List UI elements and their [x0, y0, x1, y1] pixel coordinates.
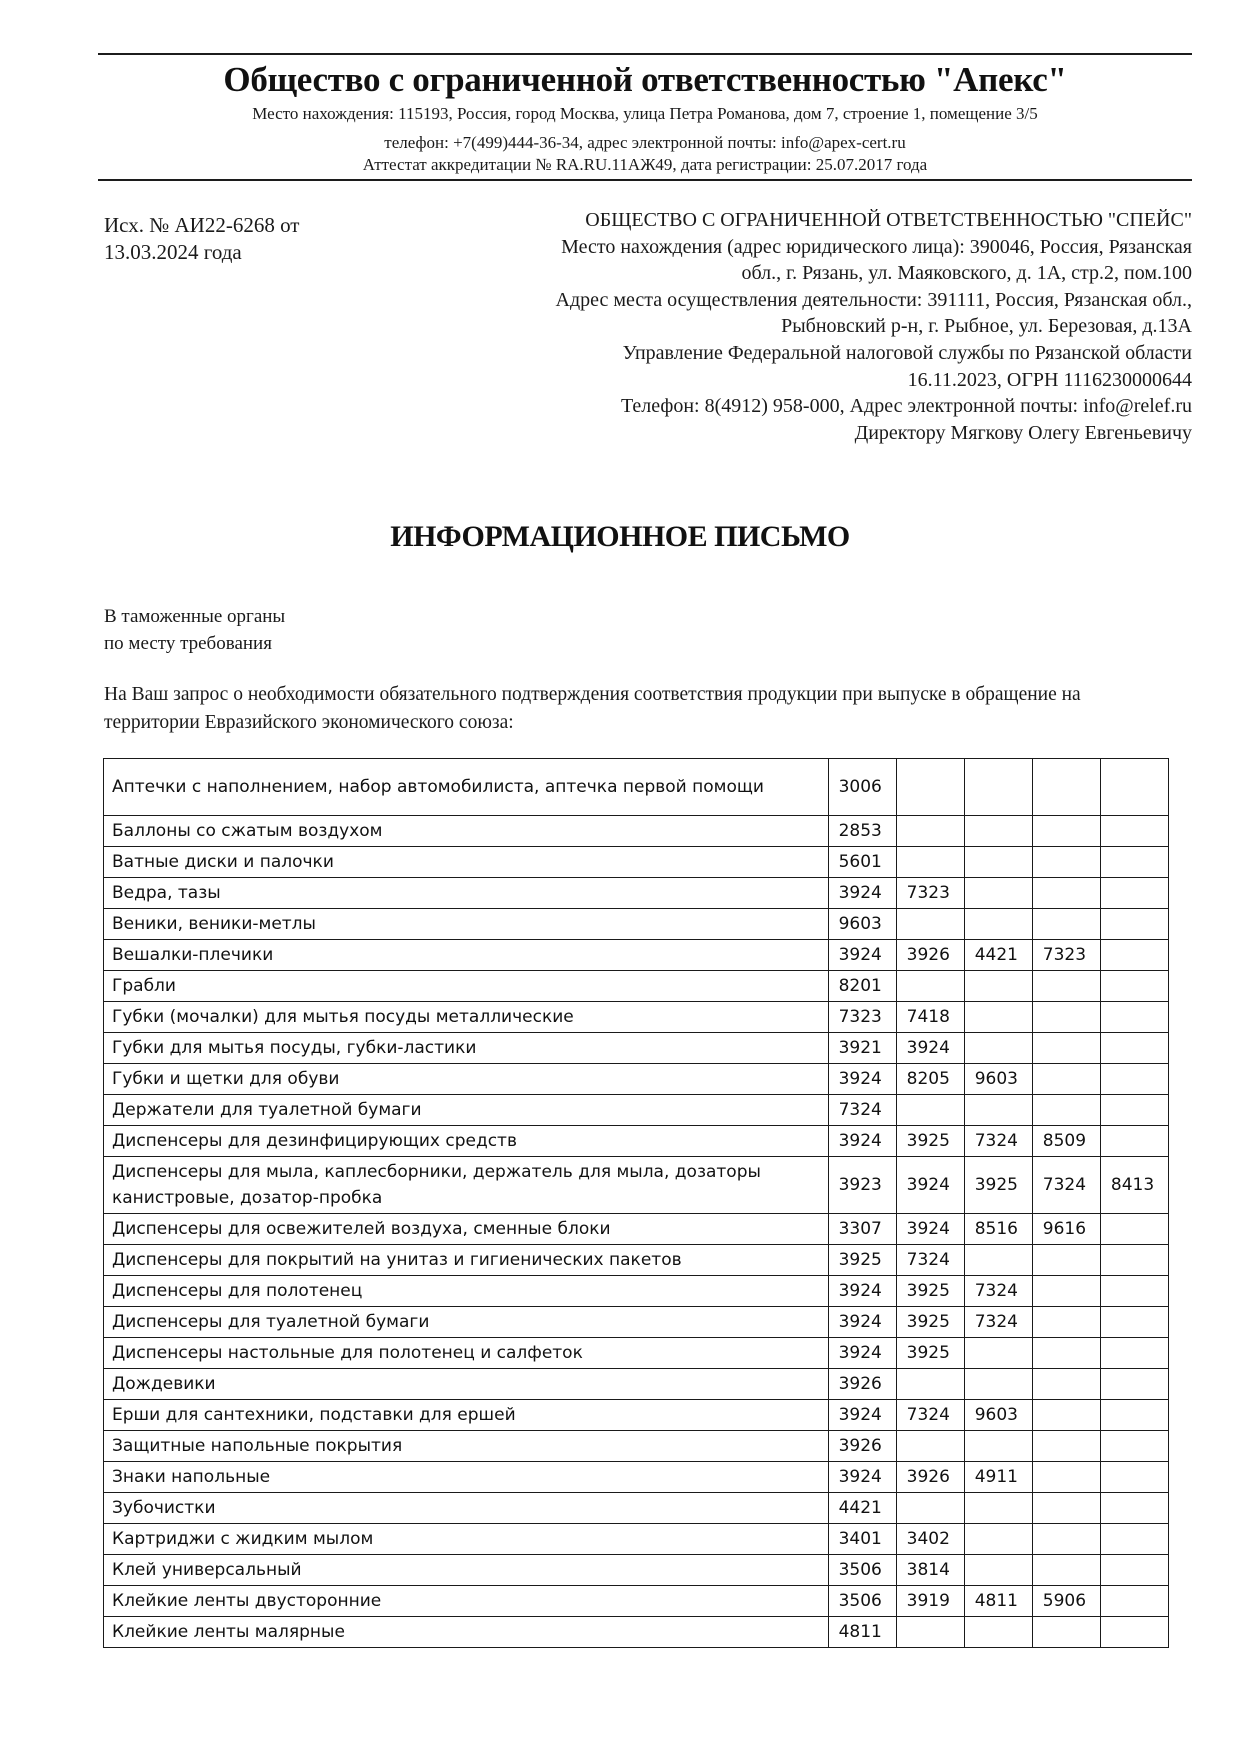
hs-code-cell [964, 1555, 1032, 1586]
table-row [104, 1276, 1169, 1307]
table-row [104, 847, 1169, 878]
hs-code-cell: 3006 [828, 759, 896, 816]
hs-code-cell [1032, 847, 1100, 878]
hs-code-cell [1100, 847, 1168, 878]
recipient-legal-address-2: обл., г. Рязань, ул. Маяковского, д. 1А, стр.2, пом.100 [741, 262, 1192, 285]
table-row [104, 1586, 1169, 1617]
hs-code-cell: 3924 [896, 1214, 964, 1245]
product-name-cell: Держатели для туалетной бумаги [104, 1095, 829, 1126]
hs-code-cell [1032, 971, 1100, 1002]
addressee-block [104, 603, 285, 657]
hs-code-cell: 3924 [896, 1033, 964, 1064]
hs-code-cell [896, 971, 964, 1002]
hs-code-cell [1032, 1400, 1100, 1431]
hs-code-cell: 3925 [828, 1245, 896, 1276]
product-name-cell: Веники, веники-метлы [104, 909, 829, 940]
table-row [104, 909, 1169, 940]
hs-code-cell [964, 1245, 1032, 1276]
intro-paragraph: На Ваш запрос о необходимости обязательного подтверждения соответствия продукции при выпуске в обращение на территории Евразийского экономического союза: [104, 684, 1081, 733]
hs-code-cell [964, 1617, 1032, 1648]
hs-code-cell [964, 1369, 1032, 1400]
hs-code-cell [1100, 1214, 1168, 1245]
product-name-cell: Зубочистки [104, 1493, 829, 1524]
hs-code-cell: 4811 [964, 1586, 1032, 1617]
hs-code-cell [1100, 1064, 1168, 1095]
hs-code-cell [896, 909, 964, 940]
table-row [104, 971, 1169, 1002]
table-row [104, 1431, 1169, 1462]
hs-code-cell [964, 1095, 1032, 1126]
table-row [104, 1033, 1169, 1064]
hs-code-cell: 8516 [964, 1214, 1032, 1245]
recipient-ogrn: 16.11.2023, ОГРН 1116230000644 [907, 368, 1192, 391]
hs-code-cell [964, 878, 1032, 909]
hs-code-cell: 7324 [828, 1095, 896, 1126]
hs-code-cell: 8413 [1100, 1157, 1168, 1214]
addressee-line-2: по месту требования [104, 633, 272, 654]
hs-code-cell [1100, 1524, 1168, 1555]
hs-code-cell [1100, 1555, 1168, 1586]
hs-code-cell [1100, 971, 1168, 1002]
hs-code-cell [1100, 1369, 1168, 1400]
product-name-cell: Диспенсеры для покрытий на унитаз и гигиенических пакетов [104, 1245, 829, 1276]
hs-code-cell [896, 1431, 964, 1462]
hs-code-cell [1032, 1095, 1100, 1126]
hs-code-cell: 3401 [828, 1524, 896, 1555]
table-row [104, 1369, 1169, 1400]
hs-code-cell [964, 847, 1032, 878]
hs-code-cell: 7324 [964, 1276, 1032, 1307]
hs-code-cell: 3924 [896, 1157, 964, 1214]
table-row [104, 1095, 1169, 1126]
hs-code-cell: 8205 [896, 1064, 964, 1095]
table-row [104, 1245, 1169, 1276]
hs-code-cell [964, 759, 1032, 816]
hs-code-cell: 3925 [896, 1307, 964, 1338]
hs-code-cell [896, 847, 964, 878]
hs-code-cell: 3924 [828, 940, 896, 971]
hs-code-cell: 7324 [964, 1307, 1032, 1338]
hs-code-cell: 4421 [964, 940, 1032, 971]
hs-code-cell: 3921 [828, 1033, 896, 1064]
hs-code-cell: 4421 [828, 1493, 896, 1524]
table-row [104, 1338, 1169, 1369]
hs-code-cell [964, 1524, 1032, 1555]
hs-code-cell: 4911 [964, 1462, 1032, 1493]
hs-code-cell: 3506 [828, 1555, 896, 1586]
table-row [104, 1462, 1169, 1493]
hs-code-cell [1100, 759, 1168, 816]
letterhead-org-name: Общество с ограниченной ответственностью "Апекс" [223, 60, 1067, 99]
product-name-cell: Диспенсеры настольные для полотенец и салфеток [104, 1338, 829, 1369]
hs-code-cell [964, 971, 1032, 1002]
product-name-cell: Аптечки с наполнением, набор автомобилиста, аптечка первой помощи [104, 759, 829, 816]
product-name-cell: Баллоны со сжатым воздухом [104, 816, 829, 847]
hs-code-cell [1100, 1493, 1168, 1524]
table-row [104, 816, 1169, 847]
table-row [104, 1307, 1169, 1338]
table-row [104, 1493, 1169, 1524]
hs-code-cell: 7324 [896, 1245, 964, 1276]
hs-code-cell [964, 1493, 1032, 1524]
hs-code-cell: 9616 [1032, 1214, 1100, 1245]
product-name-cell: Клейкие ленты двусторонние [104, 1586, 829, 1617]
product-name-cell: Защитные напольные покрытия [104, 1431, 829, 1462]
product-name-cell: Вешалки-плечики [104, 940, 829, 971]
hs-code-cell: 5601 [828, 847, 896, 878]
hs-code-cell: 9603 [964, 1064, 1032, 1095]
table-row [104, 1400, 1169, 1431]
hs-code-cell [1032, 1276, 1100, 1307]
hs-code-cell [1100, 1307, 1168, 1338]
hs-code-cell [1100, 1617, 1168, 1648]
table-row [104, 1524, 1169, 1555]
outgoing-number: Исх. № АИ22-6268 от [104, 213, 300, 237]
product-name-cell: Клейкие ленты малярные [104, 1617, 829, 1648]
hs-code-cell [1100, 816, 1168, 847]
hs-code-cell [1032, 1033, 1100, 1064]
hs-code-cell: 9603 [964, 1400, 1032, 1431]
hs-code-cell: 3924 [828, 1307, 896, 1338]
recipient-legal-address-1: Место нахождения (адрес юридического лица): 390046, Россия, Рязанская [561, 235, 1192, 258]
hs-code-cell [1100, 878, 1168, 909]
hs-code-cell [1100, 1095, 1168, 1126]
table-row [104, 1064, 1169, 1095]
hs-code-cell: 3924 [828, 1338, 896, 1369]
product-name-cell: Диспенсеры для освежителей воздуха, сменные блоки [104, 1214, 829, 1245]
hs-code-cell [964, 909, 1032, 940]
hs-code-cell [1032, 816, 1100, 847]
hs-code-cell [1032, 1524, 1100, 1555]
letterhead-bottom-rule [98, 179, 1192, 181]
hs-code-cell [896, 816, 964, 847]
outgoing-date: 13.03.2024 года [104, 240, 242, 264]
hs-code-cell [1100, 940, 1168, 971]
hs-code-cell [964, 1431, 1032, 1462]
hs-code-cell [1100, 1245, 1168, 1276]
hs-code-cell [1100, 1276, 1168, 1307]
product-name-cell: Губки и щетки для обуви [104, 1064, 829, 1095]
hs-code-cell [1032, 878, 1100, 909]
table-row [104, 1002, 1169, 1033]
table-row [104, 1126, 1169, 1157]
letterhead-contacts: телефон: +7(499)444-36-34, адрес электронной почты: info@apex-cert.ru [384, 133, 906, 152]
product-name-cell: Клей универсальный [104, 1555, 829, 1586]
hs-code-cell [1032, 1369, 1100, 1400]
hs-code-cell [1100, 1338, 1168, 1369]
hs-code-cell [964, 1338, 1032, 1369]
hs-code-cell: 3924 [828, 878, 896, 909]
hs-code-cell: 3926 [828, 1431, 896, 1462]
hs-code-cell [964, 1033, 1032, 1064]
hs-code-cell [1100, 1431, 1168, 1462]
hs-code-cell: 3925 [896, 1338, 964, 1369]
hs-code-cell: 3924 [828, 1064, 896, 1095]
recipient-org-name: ОБЩЕСТВО С ОГРАНИЧЕННОЙ ОТВЕТСТВЕННОСТЬЮ "СПЕЙС" [585, 209, 1192, 231]
hs-code-cell [1100, 1462, 1168, 1493]
hs-code-cell: 3506 [828, 1586, 896, 1617]
hs-code-cell: 7418 [896, 1002, 964, 1033]
hs-code-cell: 3924 [828, 1462, 896, 1493]
product-name-cell: Губки для мытья посуды, губки-ластики [104, 1033, 829, 1064]
hs-code-cell [1032, 1245, 1100, 1276]
hs-code-cell [1032, 1555, 1100, 1586]
hs-code-cell [1032, 909, 1100, 940]
table-row [104, 1214, 1169, 1245]
hs-code-cell [1032, 1493, 1100, 1524]
table-row [104, 1555, 1169, 1586]
document-title: ИНФОРМАЦИОННОЕ ПИСЬМО [390, 520, 850, 553]
hs-code-cell: 7324 [964, 1126, 1032, 1157]
recipient-activity-address-2: Рыбновский р-н, г. Рыбное, ул. Березовая, д.13А [781, 315, 1192, 338]
hs-code-cell [964, 816, 1032, 847]
recipient-block [432, 207, 1192, 446]
product-name-cell: Ведра, тазы [104, 878, 829, 909]
hs-code-cell [1032, 1064, 1100, 1095]
hs-code-cell: 7323 [1032, 940, 1100, 971]
product-name-cell: Диспенсеры для полотенец [104, 1276, 829, 1307]
hs-code-cell: 3307 [828, 1214, 896, 1245]
hs-code-cell [1032, 1307, 1100, 1338]
product-name-cell: Диспенсеры для дезинфицирующих средств [104, 1126, 829, 1157]
hs-code-cell [1100, 1400, 1168, 1431]
hs-code-cell: 7324 [1032, 1157, 1100, 1214]
hs-code-cell [1032, 1617, 1100, 1648]
letterhead-accreditation: Аттестат аккредитации № RA.RU.11АЖ49, дата регистрации: 25.07.2017 года [362, 155, 928, 174]
hs-code-cell: 3402 [896, 1524, 964, 1555]
product-name-cell: Дождевики [104, 1369, 829, 1400]
recipient-contacts: Телефон: 8(4912) 958-000, Адрес электронной почты: info@relef.ru [620, 395, 1192, 418]
product-name-cell: Ватные диски и палочки [104, 847, 829, 878]
hs-code-cell: 3924 [828, 1400, 896, 1431]
hs-code-cell [896, 1617, 964, 1648]
hs-code-cell: 3925 [964, 1157, 1032, 1214]
hs-code-cell: 3919 [896, 1586, 964, 1617]
hs-code-cell: 3925 [896, 1126, 964, 1157]
product-codes-table [103, 758, 1169, 1648]
hs-code-cell: 3926 [896, 940, 964, 971]
product-name-cell: Ерши для сантехники, подставки для ершей [104, 1400, 829, 1431]
hs-code-cell [1100, 1586, 1168, 1617]
hs-code-cell: 2853 [828, 816, 896, 847]
letterhead-top-rule [98, 53, 1192, 55]
hs-code-cell [896, 1369, 964, 1400]
hs-code-cell: 8201 [828, 971, 896, 1002]
hs-code-cell: 7323 [896, 878, 964, 909]
recipient-tax-authority: Управление Федеральной налоговой службы по Рязанской области [622, 341, 1192, 364]
letterhead-address: Место нахождения: 115193, Россия, город Москва, улица Петра Романова, дом 7, строение 1, помещение 3/5 [252, 104, 1038, 123]
hs-code-cell [1032, 1002, 1100, 1033]
hs-code-cell [1100, 1033, 1168, 1064]
hs-code-cell: 8509 [1032, 1126, 1100, 1157]
recipient-director: Директору Мягкову Олегу Евгеньевичу [854, 421, 1192, 444]
hs-code-cell [1100, 1126, 1168, 1157]
hs-code-cell: 5906 [1032, 1586, 1100, 1617]
hs-code-cell: 3923 [828, 1157, 896, 1214]
hs-code-cell [1032, 1462, 1100, 1493]
hs-code-cell [1032, 1338, 1100, 1369]
addressee-line-1: В таможенные органы [104, 606, 286, 627]
hs-code-cell [1032, 1431, 1100, 1462]
hs-code-cell: 3926 [896, 1462, 964, 1493]
hs-code-cell [964, 1002, 1032, 1033]
hs-code-cell [896, 1493, 964, 1524]
product-name-cell: Грабли [104, 971, 829, 1002]
hs-code-cell: 4811 [828, 1617, 896, 1648]
hs-code-cell [1100, 909, 1168, 940]
hs-code-cell [1032, 759, 1100, 816]
table-row [104, 1157, 1169, 1214]
hs-code-cell: 3814 [896, 1555, 964, 1586]
hs-code-cell: 3925 [896, 1276, 964, 1307]
hs-code-cell: 7323 [828, 1002, 896, 1033]
hs-code-cell: 3924 [828, 1276, 896, 1307]
recipient-activity-address-1: Адрес места осуществления деятельности: 391111, Россия, Рязанская обл., [555, 288, 1192, 311]
table-row [104, 759, 1169, 816]
hs-code-cell: 3926 [828, 1369, 896, 1400]
product-name-cell: Диспенсеры для мыла, каплесборники, держатель для мыла, дозаторы канистровые, дозатор-пробка [104, 1157, 829, 1214]
hs-code-cell: 7324 [896, 1400, 964, 1431]
table-row [104, 1617, 1169, 1648]
product-name-cell: Картриджи с жидким мылом [104, 1524, 829, 1555]
hs-code-cell: 3924 [828, 1126, 896, 1157]
table-row [104, 878, 1169, 909]
hs-code-cell [1100, 1002, 1168, 1033]
product-name-cell: Губки (мочалки) для мытья посуды металлические [104, 1002, 829, 1033]
product-name-cell: Диспенсеры для туалетной бумаги [104, 1307, 829, 1338]
hs-code-cell [896, 759, 964, 816]
product-name-cell: Знаки напольные [104, 1462, 829, 1493]
table-row [104, 940, 1169, 971]
hs-code-cell: 9603 [828, 909, 896, 940]
hs-code-cell [896, 1095, 964, 1126]
outgoing-reference [104, 212, 299, 266]
